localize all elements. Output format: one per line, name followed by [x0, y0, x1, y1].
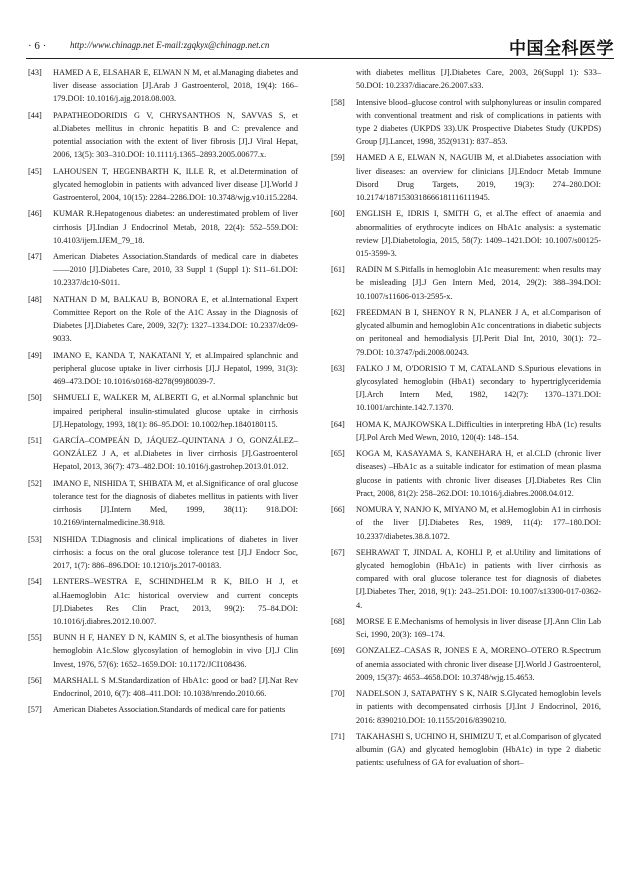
reference-text: American Diabetes Association.Standards of medical care in diabetes——2010 [J].Diabetes Care, 2010, 33 Suppl 1 (Suppl 1): S11–61.DOI: 10.2337/dc10-S011. [53, 252, 298, 288]
reference-number: [59] [331, 153, 345, 163]
reference-entry [331, 447, 601, 500]
reference-number: [56] [28, 675, 42, 685]
reference-text: RADIN M S.Pitfalls in hemoglobin A1c measurement: when results may be misleading [J].J Gen Intern Med, 2014, 29(2): 388–394.DOI: 10.1007/s11606-013-2595-x. [356, 265, 601, 301]
page-header [0, 0, 640, 60]
reference-entry [331, 96, 601, 149]
reference-text: MORSE E E.Mechanisms of hemolysis in liver disease [J].Ann Clin Lab Sci, 1990, 20(3): 169–174. [356, 616, 601, 640]
reference-number: [63] [331, 363, 345, 373]
reference-text: HAMED A E, ELSAHAR E, ELWAN N M, et al.Managing diabetes and liver disease association [J].Arab J Gastroenterol, 2018, 19(4): 166–179.DOI: 10.1016/j.ajg.2018.08.003. [53, 68, 298, 104]
reference-text: American Diabetes Association.Standards of medical care for patients [53, 705, 286, 715]
reference-entry [28, 575, 298, 628]
reference-entry [331, 503, 601, 543]
reference-text: LENTERS–WESTRA E, SCHINDHELM R K, BILO H J, et al.Haemoglobin A1c: historical overview and current concepts [J].Diabetes Res Clin Pract, 2013, 99(2): 75–84.DOI: 10.1016/j.diabres.2012.10.007. [53, 577, 298, 626]
reference-text: Intensive blood–glucose control with sulphonylureas or insulin compared with conventional treatment and risk of complications in patients with type 2 diabetes (UKPDS 33).UK Prospective Diabetes Study (UKPDS) Group [J].Lancet, 1998, 352(9131): 837–853. [356, 97, 601, 147]
reference-number: [67] [331, 547, 345, 557]
reference-number: [48] [28, 294, 42, 304]
reference-column-right [331, 66, 601, 773]
reference-entry [28, 703, 298, 716]
reference-entry [28, 293, 298, 346]
reference-text: TAKAHASHI S, UCHINO H, SHIMIZU T, et al.Comparison of glycated albumin (GA) and glycated hemoglobin (HbA1c) in type 2 diabetic patients: usefulness of GA for evaluation of short– [356, 731, 601, 768]
reference-text: MARSHALL S M.Standardization of HbA1c: good or bad? [J].Nat Rev Endocrinol, 2010, 6(7): 408–411.DOI: 10.1038/nrendo.2010.66. [53, 675, 298, 699]
reference-entry [331, 362, 601, 415]
reference-number: [70] [331, 689, 345, 699]
reference-text: NISHIDA T.Diagnosis and clinical implications of diabetes in liver cirrhosis: a focus on the oral glucose tolerance test [J].J Endocr Soc, 2017, 1(7): 886–896.DOI: 10.1210/js.2017-00183. [53, 534, 298, 571]
reference-number: [69] [331, 646, 345, 656]
reference-number: [60] [331, 209, 345, 219]
reference-entry [331, 66, 601, 92]
reference-number: [43] [28, 68, 42, 77]
reference-number: [49] [28, 350, 42, 360]
reference-text: NOMURA Y, NANJO K, MIYANO M, et al.Hemoglobin A1 in cirrhosis of the liver [J].Diabetes Res, 1989, 11(4): 177–180.DOI: 10.2337/diabetes.38.8.1072. [356, 505, 601, 541]
reference-text: IMANO E, KANDA T, NAKATANI Y, et al.Impaired splanchnic and peripheral glucose uptake in liver cirrhosis [J].J Hepatol, 1999, 31(3): 469–473.DOI: 10.1016/s0168-8278(99)80039-7. [53, 350, 298, 387]
reference-entry [331, 207, 601, 260]
reference-entry [331, 687, 601, 727]
reference-number: [71] [331, 731, 345, 741]
reference-number: [44] [28, 110, 42, 120]
reference-number: [52] [28, 478, 42, 488]
reference-number: [64] [331, 419, 345, 429]
reference-entry [28, 250, 298, 290]
reference-text: PAPATHEODORIDIS G V, CHRYSANTHOS N, SAVVAS S, et al.Diabetes mellitus in chronic hepatitis B and C: prevalence and potential association with the extent of liver fibrosis [J].J Viral Hepat, 2006, 13(5): 303–310.DOI: 10.1111/j.1365–2893.2005.00677.x. [53, 110, 298, 160]
reference-number: [54] [28, 577, 42, 587]
header-divider [26, 58, 614, 59]
reference-entry [28, 391, 298, 431]
reference-text: FALKO J M, O'DORISIO T M, CATALAND S.Spurious elevations in glycosylated hemoglobin (HbA1) secondary to hypertriglyceridemia [J].Arch Intern Med, 1982, 142(7): 1370–1371.DOI: 10.1001/archinte.142.7.1370. [356, 363, 601, 413]
reference-number: [45] [28, 166, 42, 176]
reference-entry [331, 730, 601, 770]
reference-entry [28, 533, 298, 573]
reference-entry [28, 434, 298, 474]
reference-number: [61] [331, 265, 345, 275]
reference-entry [331, 615, 601, 641]
reference-text: SHMUELI E, WALKER M, ALBERTI G, et al.Normal splanchnic but impaired peripheral insulin-stimulated glucose uptake in cirrhosis [J].Hepatology, 1993, 18(1): 86–95.DOI: 10.1002/hep.1840180115. [53, 393, 298, 429]
reference-entry [28, 349, 298, 389]
reference-number: [46] [28, 209, 42, 219]
reference-entry [28, 674, 298, 700]
reference-entry [28, 477, 298, 530]
reference-number: [51] [28, 436, 42, 446]
reference-number: [62] [331, 307, 345, 317]
reference-text: SEHRAWAT T, JINDAL A, KOHLI P, et al.Utility and limitations of glycated hemoglobin (HbA1c) in patients with liver cirrhosis as compared with oral glucose tolerance test for diagnosis of diabetes [J].Diabetes Ther, 2018, 9(1): 243–251.DOI: 10.1007/s13300-017-0362-4. [356, 547, 601, 610]
reference-entry [331, 263, 601, 303]
reference-text: ENGLISH E, IDRIS I, SMITH G, et al.The effect of anaemia and abnormalities of erythrocyte indices on HbA1c analysis: a systematic review [J].Diabetologia, 2015, 58(7): 1409–1421.DOI: 10.1007/s00125-015-3599-3. [356, 209, 601, 258]
reference-number: [53] [28, 534, 42, 544]
reference-entry [331, 546, 601, 612]
reference-text: NATHAN D M, BALKAU B, BONORA E, et al.International Expert Committee Report on the Role of the A1C Assay in the Diagnosis of Diabetes [J].Diabetes Care, 2009, 32(7): 1327–1334.DOI: 10.2337/dc09-9033. [53, 294, 298, 344]
reference-text: LAHOUSEN T, HEGENBARTH K, ILLE R, et al.Determination of glycated hemoglobin in patients with advanced liver disease [J].World J Gastroenterol, 2004, 10(15): 2284–2286.DOI: 10.3748/wjg.v10.i15.2284. [53, 166, 298, 203]
reference-text: GARCÍA–COMPEÁN D, JÁQUEZ–QUINTANA J O, GONZÁLEZ–GONZÁLEZ J A, et al.Diabetes in liver cirrhosis [J].Gastroenterol Hepatol, 2013, 36(7): 473–482.DOI: 10.1016/j.gastrohep.2013.01.012. [53, 436, 298, 472]
reference-text: HAMED A E, ELWAN N, NAGUIB M, et al.Diabetes association with liver diseases: an overview for clinicians [J].Endocr Metab Immune Disord Drug Targets, 2019, 19(3): 274–280.DOI: 10.2174/1871530318666181116111945. [356, 153, 601, 203]
reference-number: [66] [331, 505, 345, 515]
journal-brand-logo: 中国全科医学 [509, 39, 614, 59]
reference-text: FREEDMAN B I, SHENOY R N, PLANER J A, et al.Comparison of glycated albumin and hemoglobin A1c concentrations in diabetic subjects on peritoneal and hemodialysis [J].Perit Dial Int, 2010, 30(1): 72–79.DOI: 10.3747/pdi.2008.00243. [356, 307, 601, 357]
journal-url-email: http://www.chinagp.net E-mail:zgqkyx@chinagp.net.cn [70, 40, 270, 50]
reference-entry [331, 418, 601, 444]
reference-entry [28, 165, 298, 205]
page-number: · 6 · [28, 40, 47, 52]
reference-text: KOGA M, KASAYAMA S, KANEHARA H, et al.CLD (chronic liver diseases) –HbA1c as a suitable indicator for estimation of mean plasma glucose in patients with chronic liver diseases [J].Diabetes Res Clin Pract, 2008, 81(2): 258–262.DOI: 10.1016/j.diabres.2008.04.012. [356, 449, 601, 498]
reference-number: [65] [331, 449, 345, 459]
reference-number: [68] [331, 616, 345, 626]
reference-entry [331, 151, 601, 204]
reference-entry [28, 631, 298, 671]
reference-number: [50] [28, 393, 42, 403]
reference-text: HOMA K, MAJKOWSKA L.Difficulties in interpreting HbA (1c) results [J].Pol Arch Med Wewn, 2010, 120(4): 148–154. [356, 419, 601, 442]
reference-entry [331, 644, 601, 684]
reference-text: BUNN H F, HANEY D N, KAMIN S, et al.The biosynthesis of human hemoglobin A1c.Slow glycosylation of hemoglobin in vivo [J].J Clin Invest, 1976, 57(6): 1652–1659.DOI: 10.1172/JCI108436. [53, 633, 298, 669]
reference-number: [58] [331, 97, 345, 107]
reference-column-left [28, 66, 298, 720]
reference-number: [57] [28, 705, 42, 715]
reference-entry [28, 207, 298, 247]
reference-entry [28, 66, 298, 106]
reference-entry [28, 109, 298, 162]
reference-text: IMANO E, NISHIDA T, SHIBATA M, et al.Significance of oral glucose tolerance test for the diagnosis of diabetes mellitus in patients with liver cirrhosis [J].Intern Med, 1999, 38(11): 918.DOI: 10.2169/internalmedicine.38.918. [53, 478, 298, 528]
reference-text: NADELSON J, SATAPATHY S K, NAIR S.Glycated hemoglobin levels in patients with decompensated cirrhosis [J].Int J Endocrinol, 2016, 2016: 8390210.DOI: 10.1155/2016/8390210. [356, 689, 601, 725]
reference-text: GONZALEZ–CASAS R, JONES E A, MORENO–OTERO R.Spectrum of anemia associated with chronic liver disease [J].World J Gastroenterol, 2009, 15(37): 4653–4658.DOI: 10.3748/wjg.15.4653. [356, 646, 601, 682]
reference-text: KUMAR R.Hepatogenous diabetes: an underestimated problem of liver cirrhosis [J].Indian J Endocrinol Metab, 2018, 22(4): 552–559.DOI: 10.4103/ijem.IJEM_79_18. [53, 209, 298, 245]
reference-text: with diabetes mellitus [J].Diabetes Care, 2003, 26(Suppl 1): S33–50.DOI: 10.2337/diacare.26.2007.s33. [356, 68, 601, 91]
reference-entry [331, 306, 601, 359]
reference-number: [47] [28, 252, 42, 262]
reference-number: [55] [28, 633, 42, 643]
